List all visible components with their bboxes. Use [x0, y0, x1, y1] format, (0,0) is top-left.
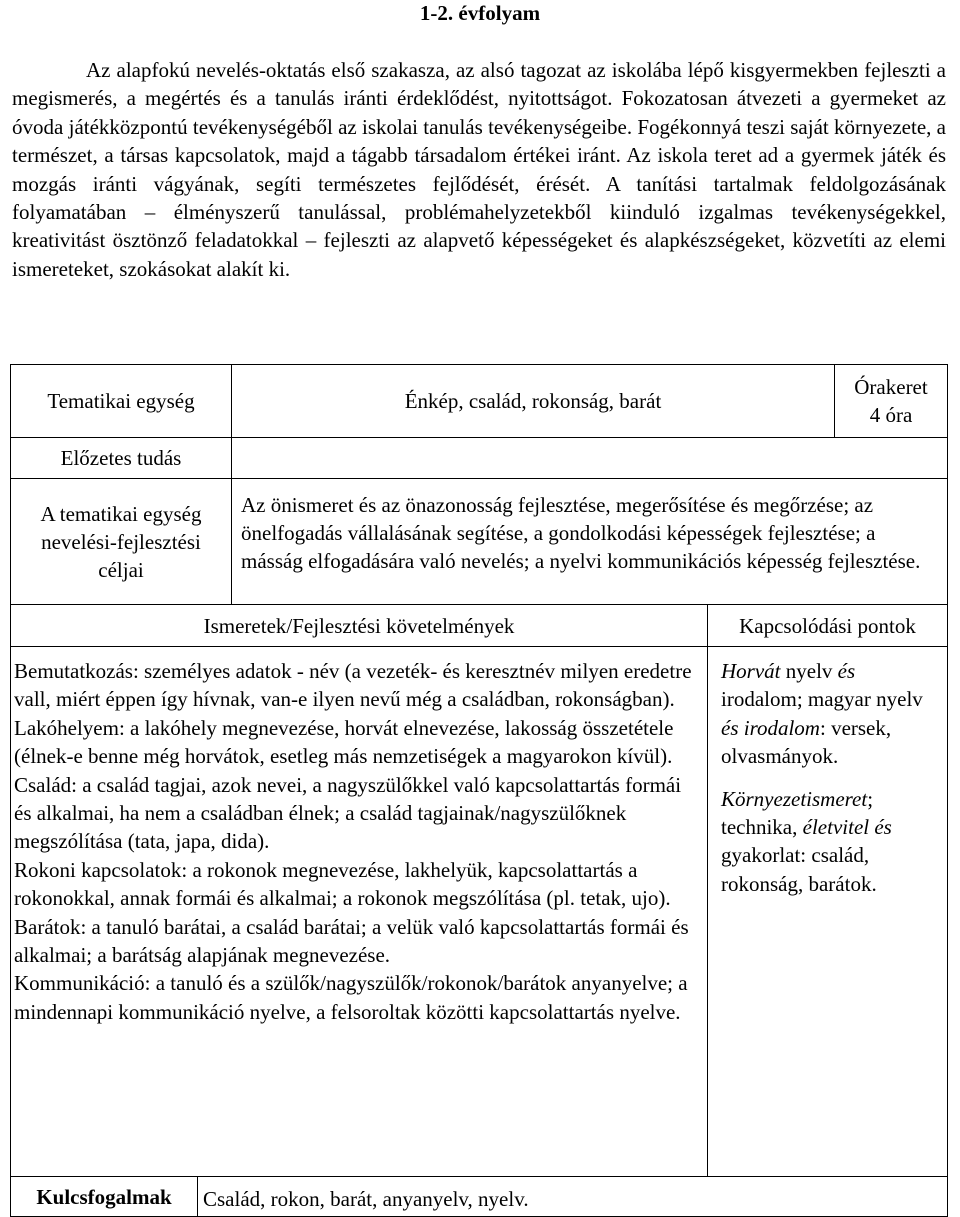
- hours-label: Órakeret: [854, 375, 928, 399]
- connections-cell: [708, 647, 948, 1177]
- prior-label-cell: [10, 438, 232, 479]
- thematic-label-cell: [10, 364, 232, 438]
- requirement-item: Család: a család tagjai, azok nevei, a nagyszülőkkel való kapcsolattartás formái és alkalmai, ha nem a családban élnek; a család tagjainak/nagyszülőknek megszólítása (tata, japa, dida).: [14, 772, 682, 854]
- connections-header-cell: [708, 605, 948, 647]
- requirement-item: Barátok: a tanuló barátai, a család barátai; a velük való kapcsolattartás formái és alkalmai; a barátság alapjának megnevezése.: [14, 914, 689, 968]
- goals-label: A tematikai egység nevelési-fejlesztési céljai: [40, 501, 202, 582]
- requirements-header-cell: [10, 605, 708, 647]
- requirement-item: Kommunikáció: a tanuló és a szülők/nagyszülők/rokonok/barátok anyanyelve; a mindennapi kommunikáció nyelve, a felsoroltak közötti kapcsolattartás nyelve.: [14, 971, 688, 1024]
- thematic-label: Tematikai egység: [47, 389, 195, 413]
- hours-value: 4 óra: [869, 403, 913, 427]
- prior-value-cell: [232, 438, 948, 479]
- connections-header: Kapcsolódási pontok: [739, 613, 916, 638]
- page-heading: 1-2. évfolyam: [419, 1, 541, 25]
- requirement-item: Rokoni kapcsolatok: a rokonok megnevezése, lakhelyük, kapcsolattartás a rokonokkal, annak formái és alkalmai; a rokonok megszólítása (pl. tetak, ujo).: [14, 857, 671, 911]
- keywords-value-cell: [198, 1177, 948, 1217]
- hours-cell: [835, 364, 948, 438]
- connections-block-2: Környezetismeret; technika, életvitel és gyakorlat: család, rokonság, barátok.: [721, 786, 892, 896]
- intro-paragraph: [12, 56, 946, 283]
- requirements-header: Ismeretek/Fejlesztési követelmények: [203, 613, 515, 638]
- intro-text: Az alapfokú nevelés-oktatás első szakasza, az alsó tagozat az iskolába lépő kisgyermekben fejleszti a megismerés, a megértés és a tanulás iránti érdeklődést, nyitottságot. Fokozatosan átvezeti a gyermeket az óvoda játékközpontú tevékenységéből az iskolai tanulás tevékenységeibe. Fogékonnyá teszi saját környezete, a természet, a társas kapcsolatok, majd a tágabb társadalom értékei iránt. Az iskola teret ad a gyermek játék és mozgás iránti vágyának, segíti természetes fejlődését, érését. A tanítási tartalmak feldolgozásának folyamatában – élményszerű tanulással, problémahelyzetekből kiinduló izgalmas tevékenységekkel, kreativitást ösztönző feladatokkal – fejleszti az alapvető képességeket és alapkészségeket, közvetíti az elemi ismereteket, szokásokat alakít ki.: [12, 58, 946, 281]
- connections-block-1: Horvát nyelv és irodalom; magyar nyelv és irodalom: versek, olvasmányok.: [721, 659, 923, 769]
- goals-value-cell: [232, 479, 948, 605]
- keywords-label: Kulcsfogalmak: [36, 1184, 172, 1209]
- thematic-value-cell: [232, 364, 835, 438]
- requirements-cell: [10, 647, 708, 1177]
- prior-label: Előzetes tudás: [60, 446, 182, 470]
- keywords-value: Család, rokon, barát, anyanyelv, nyelv.: [203, 1187, 529, 1211]
- curriculum-table: [10, 364, 948, 1217]
- requirement-item: Lakóhelyem: a lakóhely megnevezése, horvát elnevezése, lakosság összetétele (élnek-e benne még horvátok, esetleg más nemzetiségek a magyarokon kívül).: [14, 715, 674, 769]
- keywords-label-cell: [10, 1177, 198, 1217]
- thematic-value: Énkép, család, rokonság, barát: [404, 389, 662, 413]
- requirement-item: Bemutatkozás: személyes adatok - név (a vezeték- és keresztnév milyen eredetre vall, miért éppen így hívnak, van-e ilyen nevű még a családban, rokonságban).: [14, 659, 692, 712]
- goals-label-cell: [10, 479, 232, 605]
- goals-value: Az önismeret és az önazonosság fejlesztése, megerősítése és megőrzése; az önelfogadás vállalásának segítése, a gondolkodási képességek fejlesztése; a másság elfogadására való nevelés; a nyelvi kommunikációs képesség fejlesztése.: [241, 493, 921, 573]
